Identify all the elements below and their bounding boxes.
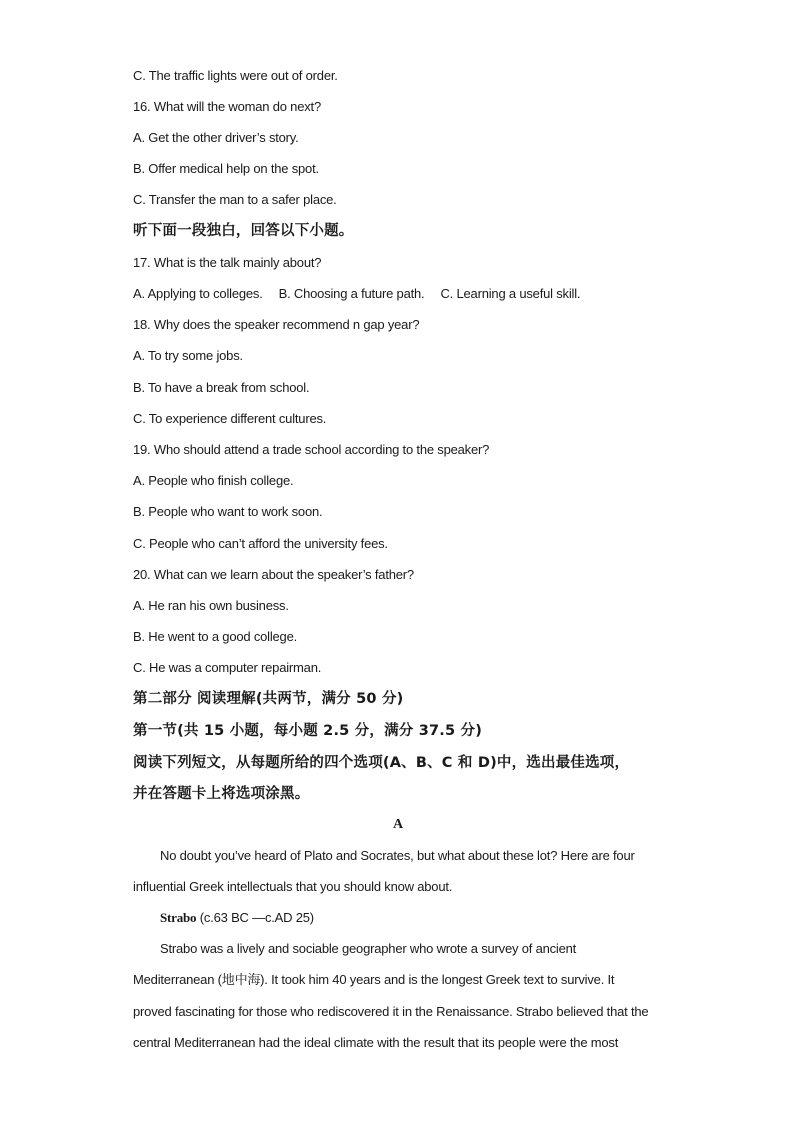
q19-option-b: B. People who want to work soon. (133, 504, 323, 519)
q17-option-a: A. Applying to colleges. (133, 286, 263, 301)
q15-option-c: C. The traffic lights were out of order. (133, 68, 338, 83)
q20-option-c: C. He was a computer repairman. (133, 660, 322, 675)
q18-option-b: B. To have a break from school. (133, 380, 310, 395)
passage-label: A (393, 817, 403, 832)
reading-instruction-line-2: 并在答题卡上将选项涂黑。 (133, 786, 310, 802)
q16-option-c: C. Transfer the man to a safer place. (133, 192, 337, 207)
question-16: 16. What will the woman do next? (133, 99, 321, 114)
q17-option-c: C. Learning a useful skill. (440, 286, 581, 301)
strabo-dates: (c.63 BC —c.AD 25) (196, 910, 314, 925)
q17-options (133, 285, 580, 303)
section-one-title: 第一节(共 15 小题，每小题 2.5 分，满分 37.5 分) (133, 723, 483, 739)
reading-instruction-line-1: 阅读下列短文，从每题所给的四个选项(A、B、C 和 D)中，选出最佳选项， (133, 755, 630, 771)
intro-line-2: influential Greek intellectuals that you should know about. (133, 879, 453, 894)
strabo-para-line-3: proved fascinating for those who rediscovered it in the Renaissance. Strabo believed that the (133, 1004, 649, 1019)
q16-option-b: B. Offer medical help on the spot. (133, 161, 319, 176)
monologue-instruction: 听下面一段独白，回答以下小题。 (133, 223, 354, 239)
question-19: 19. Who should attend a trade school according to the speaker? (133, 442, 490, 457)
strabo-para-line-4: central Mediterranean had the ideal climate with the result that its people were the most (133, 1035, 619, 1050)
strabo-para-line-2: Mediterranean (地中海). It took him 40 years and is the longest Greek text to survive. It (133, 972, 615, 987)
q17-option-b: B. Choosing a future path. (278, 286, 425, 301)
q18-option-c: C. To experience different cultures. (133, 411, 327, 426)
strabo-name: Strabo (160, 910, 197, 925)
q19-option-c: C. People who can’t afford the university fees. (133, 536, 388, 551)
question-20: 20. What can we learn about the speaker’s father? (133, 567, 414, 582)
strabo-heading (160, 909, 314, 927)
q16-option-a: A. Get the other driver’s story. (133, 130, 299, 145)
q18-option-a: A. To try some jobs. (133, 348, 243, 363)
strabo-para-line-1: Strabo was a lively and sociable geographer who wrote a survey of ancient (160, 941, 577, 956)
part-two-title: 第二部分 阅读理解(共两节，满分 50 分) (133, 691, 404, 707)
q20-option-b: B. He went to a good college. (133, 629, 298, 644)
question-18: 18. Why does the speaker recommend n gap year? (133, 317, 420, 332)
q19-option-a: A. People who finish college. (133, 473, 294, 488)
intro-line-1: No doubt you’ve heard of Plato and Socrates, but what about these lot? Here are four (160, 848, 635, 863)
question-17: 17. What is the talk mainly about? (133, 255, 322, 270)
q20-option-a: A. He ran his own business. (133, 598, 289, 613)
